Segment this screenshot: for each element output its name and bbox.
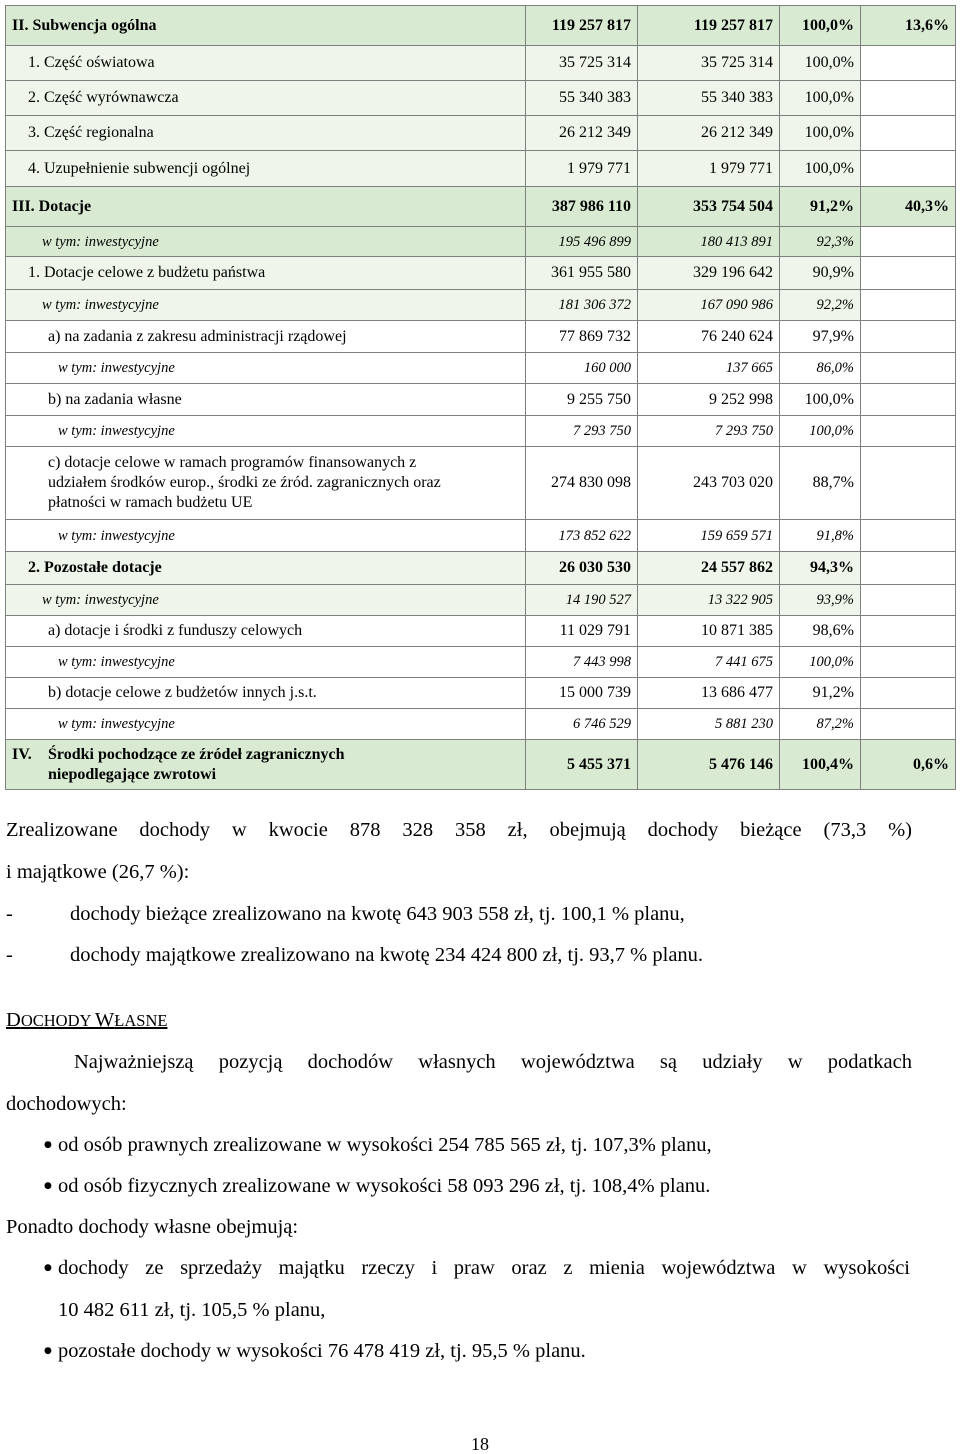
- pct-value: 100,0%: [780, 116, 861, 151]
- table-row: [6, 678, 956, 709]
- pct-value: 92,2%: [780, 290, 861, 321]
- share-value: [861, 552, 956, 585]
- table-row: [6, 416, 956, 447]
- table-row: [6, 384, 956, 416]
- share-value: [861, 520, 956, 552]
- pct-value: 100,0%: [780, 416, 861, 447]
- table-row: [6, 585, 956, 616]
- heading-part: W: [94, 1009, 115, 1031]
- pct-value: 93,9%: [780, 585, 861, 616]
- list-item: ● od osób prawnych zrealizowane w wysokości 254 785 565 zł, tj. 107,3% planu,: [58, 1133, 712, 1157]
- exec-value: 76 240 624: [638, 321, 780, 353]
- row-label: a) na zadania z zakresu administracji rządowej: [6, 321, 526, 353]
- row-label: w tym: inwestycyjne: [6, 290, 526, 321]
- paragraph-additional: Ponadto dochody własne obejmują:: [6, 1216, 299, 1238]
- table-row: [6, 81, 956, 116]
- exec-value: 5 881 230: [638, 709, 780, 740]
- row-label: w tym: inwestycyjne: [6, 709, 526, 740]
- roman-numeral: IV.: [12, 745, 32, 763]
- plan-value: 26 030 530: [526, 552, 638, 585]
- share-value: [861, 709, 956, 740]
- list-item: [6, 943, 703, 967]
- page-number: 18: [471, 1434, 489, 1454]
- share-value: [861, 290, 956, 321]
- exec-value: 35 725 314: [638, 46, 780, 81]
- list-item: ● pozostałe dochody w wysokości 76 478 419 zł, tj. 95,5 % planu.: [58, 1339, 586, 1363]
- exec-value: 13 686 477: [638, 678, 780, 709]
- share-value: [861, 447, 956, 520]
- row-label: 1. Część oświatowa: [6, 46, 526, 81]
- plan-value: 77 869 732: [526, 321, 638, 353]
- table-row: [6, 447, 956, 520]
- table-row: [6, 616, 956, 647]
- row-label: w tym: inwestycyjne: [6, 647, 526, 678]
- plan-value: 26 212 349: [526, 116, 638, 151]
- pct-value: 100,0%: [780, 647, 861, 678]
- plan-value: 5 455 371: [526, 740, 638, 790]
- row-label: c) dotacje celowe w ramach programów finansowanych z udziałem środków europ., środki ze źród. zagranicznych oraz płatności w ramach budżetu UE: [6, 447, 526, 520]
- exec-value: 7 293 750: [638, 416, 780, 447]
- plan-value: 6 746 529: [526, 709, 638, 740]
- heading-part: ŁASNE: [114, 1011, 168, 1030]
- pct-value: 100,0%: [780, 151, 861, 187]
- share-value: [861, 353, 956, 384]
- exec-value: 180 413 891: [638, 227, 780, 257]
- table-row: [6, 187, 956, 227]
- plan-value: 274 830 098: [526, 447, 638, 520]
- pct-value: 90,9%: [780, 257, 861, 290]
- share-value: [861, 678, 956, 709]
- plan-value: 14 190 527: [526, 585, 638, 616]
- table-row: [6, 520, 956, 552]
- row-label: b) dotacje celowe z budżetów innych j.s.t.: [6, 678, 526, 709]
- pct-value: 94,3%: [780, 552, 861, 585]
- plan-value: 7 443 998: [526, 647, 638, 678]
- share-value: [861, 257, 956, 290]
- plan-value: 15 000 739: [526, 678, 638, 709]
- plan-value: 361 955 580: [526, 257, 638, 290]
- list-item-continuation: 10 482 611 zł, tj. 105,5 % planu,: [58, 1299, 326, 1321]
- exec-value: 167 090 986: [638, 290, 780, 321]
- share-value: [861, 647, 956, 678]
- pct-value: 100,0%: [780, 6, 861, 46]
- paragraph-summary-line1: Zrealizowane dochody w kwocie 878 328 358 zł, obejmują dochody bieżące (73,3 %): [6, 819, 912, 841]
- share-value: [861, 416, 956, 447]
- pct-value: 100,0%: [780, 384, 861, 416]
- share-value: [861, 151, 956, 187]
- dash-marker: -: [6, 944, 13, 966]
- table-row: [6, 46, 956, 81]
- share-value: 0,6%: [861, 740, 956, 790]
- pct-value: 88,7%: [780, 447, 861, 520]
- row-label: 1. Dotacje celowe z budżetu państwa: [6, 257, 526, 290]
- share-value: 13,6%: [861, 6, 956, 46]
- exec-value: 13 322 905: [638, 585, 780, 616]
- share-value: [861, 616, 956, 647]
- section-heading: [6, 1008, 167, 1033]
- paragraph-own-revenue-line1: Najważniejszą pozycją dochodów własnych województwa są udziały w podatkach: [74, 1051, 912, 1073]
- plan-value: 181 306 372: [526, 290, 638, 321]
- pct-value: 98,6%: [780, 616, 861, 647]
- row-label: w tym: inwestycyjne: [6, 520, 526, 552]
- table-row: [6, 290, 956, 321]
- plan-value: 387 986 110: [526, 187, 638, 227]
- row-label: b) na zadania własne: [6, 384, 526, 416]
- exec-value: 243 703 020: [638, 447, 780, 520]
- row-label: 2. Część wyrównawcza: [6, 81, 526, 116]
- pct-value: 91,8%: [780, 520, 861, 552]
- plan-value: 7 293 750: [526, 416, 638, 447]
- list-item: ● dochody ze sprzedaży majątku rzeczy i praw oraz z mienia województwa w wysokości: [58, 1256, 910, 1280]
- row-label: w tym: inwestycyjne: [6, 585, 526, 616]
- dash-item-text: dochody majątkowe zrealizowano na kwotę 234 424 800 zł, tj. 93,7 % planu.: [70, 944, 704, 966]
- row-label: w tym: inwestycyjne: [6, 416, 526, 447]
- table-row: [6, 709, 956, 740]
- share-value: [861, 585, 956, 616]
- heading-part: D: [6, 1009, 21, 1031]
- table-row: [6, 227, 956, 257]
- paragraph-summary-line2: i majątkowe (26,7 %):: [6, 861, 190, 883]
- pct-value: 92,3%: [780, 227, 861, 257]
- row-label: 4. Uzupełnienie subwencji ogólnej: [6, 151, 526, 187]
- share-value: 40,3%: [861, 187, 956, 227]
- pct-value: 100,0%: [780, 81, 861, 116]
- table-row: [6, 740, 956, 790]
- row-label: 3. Część regionalna: [6, 116, 526, 151]
- table-row: [6, 257, 956, 290]
- pct-value: 91,2%: [780, 678, 861, 709]
- row-label-text: Środki pochodzące ze źródeł zagranicznych niepodlegające zwrotowi: [48, 745, 345, 783]
- share-value: [861, 227, 956, 257]
- paragraph-own-revenue-line2: dochodowych:: [6, 1093, 127, 1115]
- share-value: [861, 384, 956, 416]
- plan-value: 173 852 622: [526, 520, 638, 552]
- table-row: [6, 151, 956, 187]
- exec-value: 137 665: [638, 353, 780, 384]
- plan-value: 160 000: [526, 353, 638, 384]
- pct-value: 86,0%: [780, 353, 861, 384]
- exec-value: 26 212 349: [638, 116, 780, 151]
- row-label: III. Dotacje: [6, 187, 526, 227]
- heading-part: OCHODY: [20, 1011, 95, 1030]
- pct-value: 100,4%: [780, 740, 861, 790]
- share-value: [861, 116, 956, 151]
- plan-value: 55 340 383: [526, 81, 638, 116]
- plan-value: 9 255 750: [526, 384, 638, 416]
- share-value: [861, 321, 956, 353]
- row-label: 2. Pozostałe dotacje: [6, 552, 526, 585]
- exec-value: 9 252 998: [638, 384, 780, 416]
- row-label: w tym: inwestycyjne: [6, 227, 526, 257]
- exec-value: 119 257 817: [638, 6, 780, 46]
- table-row: [6, 6, 956, 46]
- revenue-table: [5, 5, 956, 790]
- pct-value: 100,0%: [780, 46, 861, 81]
- plan-value: 119 257 817: [526, 6, 638, 46]
- table-row: [6, 647, 956, 678]
- list-item: ● od osób fizycznych zrealizowane w wysokości 58 093 296 zł, tj. 108,4% planu.: [58, 1174, 710, 1198]
- exec-value: 5 476 146: [638, 740, 780, 790]
- pct-value: 87,2%: [780, 709, 861, 740]
- table-row: [6, 552, 956, 585]
- plan-value: 35 725 314: [526, 46, 638, 81]
- row-label: [6, 740, 526, 790]
- exec-value: 159 659 571: [638, 520, 780, 552]
- exec-value: 24 557 862: [638, 552, 780, 585]
- plan-value: 11 029 791: [526, 616, 638, 647]
- exec-value: 7 441 675: [638, 647, 780, 678]
- share-value: [861, 46, 956, 81]
- plan-value: 195 496 899: [526, 227, 638, 257]
- row-label: w tym: inwestycyjne: [6, 353, 526, 384]
- row-label: a) dotacje i środki z funduszy celowych: [6, 616, 526, 647]
- exec-value: 1 979 771: [638, 151, 780, 187]
- exec-value: 55 340 383: [638, 81, 780, 116]
- table-row: [6, 353, 956, 384]
- exec-value: 10 871 385: [638, 616, 780, 647]
- share-value: [861, 81, 956, 116]
- exec-value: 353 754 504: [638, 187, 780, 227]
- table-row: [6, 321, 956, 353]
- list-item: [6, 902, 685, 926]
- pct-value: 91,2%: [780, 187, 861, 227]
- exec-value: 329 196 642: [638, 257, 780, 290]
- dash-item-text: dochody bieżące zrealizowano na kwotę 643 903 558 zł, tj. 100,1 % planu,: [70, 903, 685, 925]
- dash-marker: -: [6, 903, 13, 925]
- plan-value: 1 979 771: [526, 151, 638, 187]
- row-label: II. Subwencja ogólna: [6, 6, 526, 46]
- table-row: [6, 116, 956, 151]
- pct-value: 97,9%: [780, 321, 861, 353]
